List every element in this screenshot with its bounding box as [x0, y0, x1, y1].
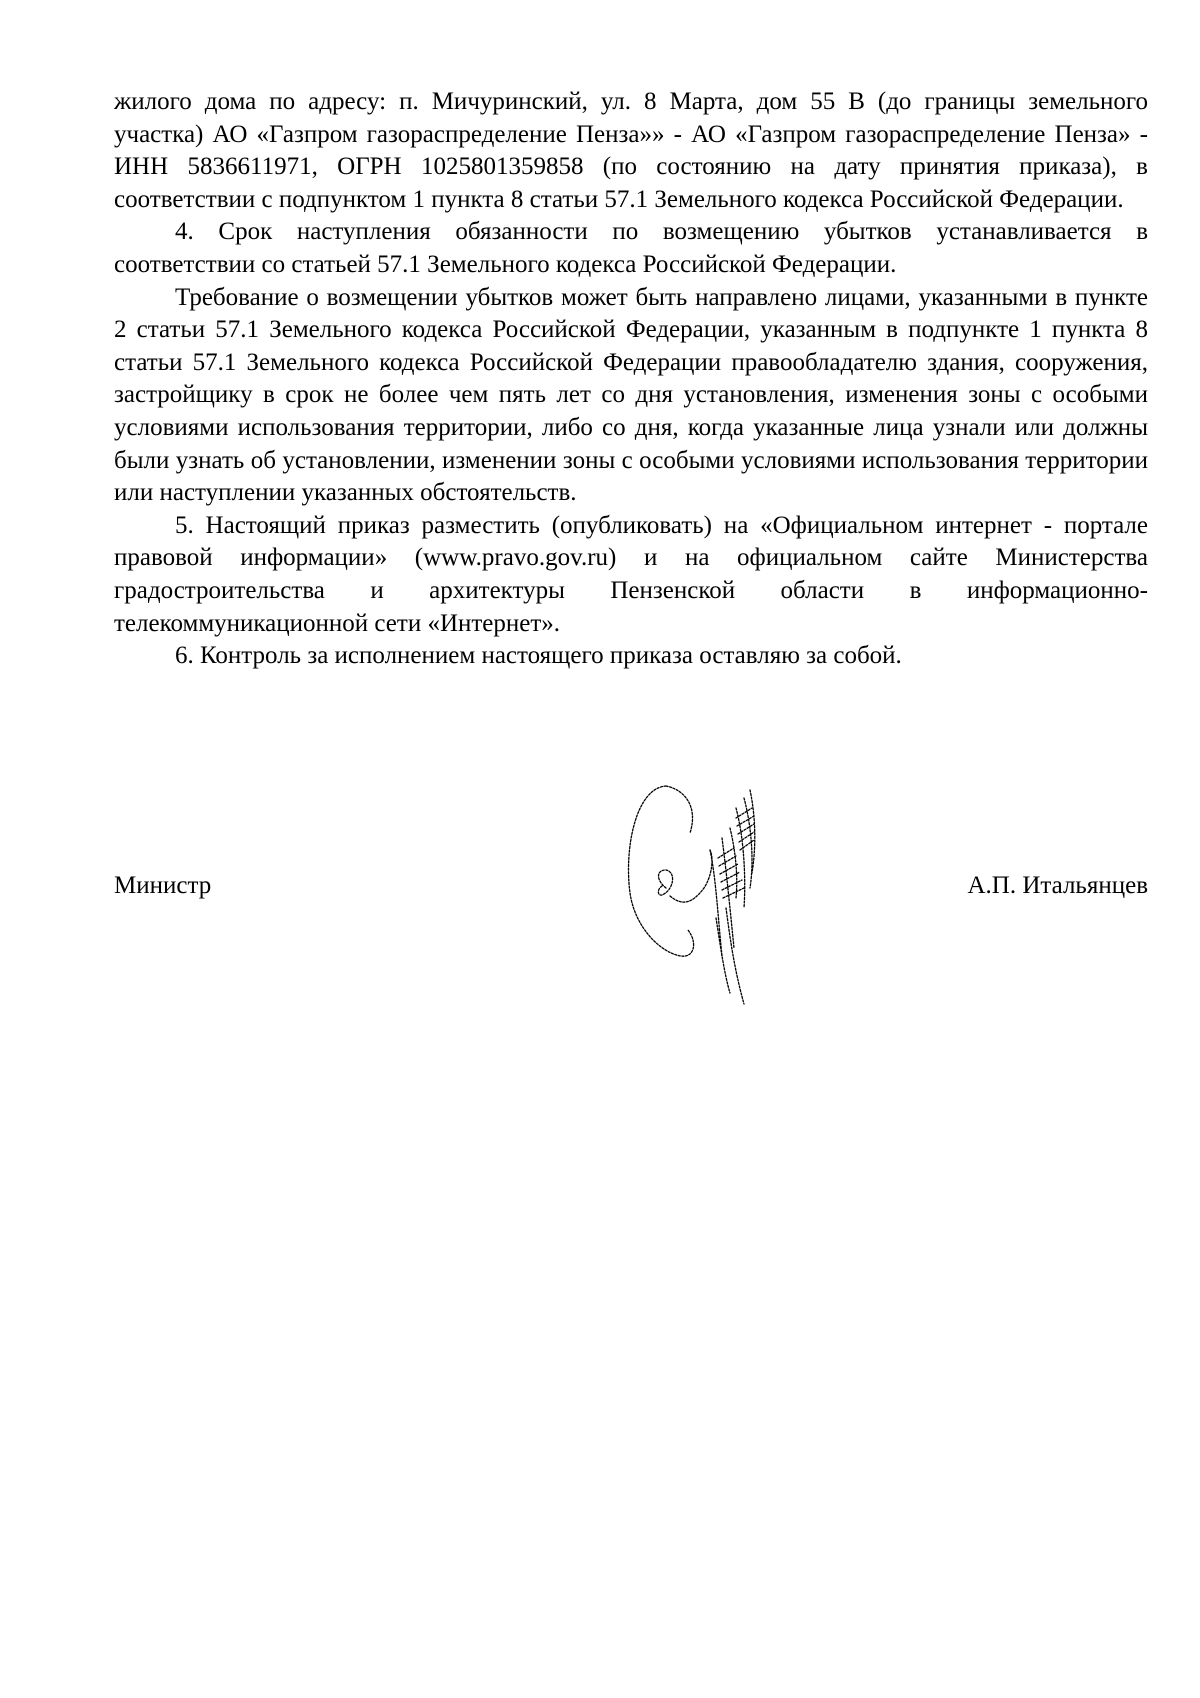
signatory-title: Министр	[114, 872, 212, 899]
paragraph-item-5: 5. Настоящий приказ разместить (опубликовать) на «Официальном интернет - портале правовой информации» (www.pravo.gov.ru) и на официальном сайте Министерства градостроительства и архитектуры Пензенской области в информационно-телекоммуникационной сети «Интернет».	[114, 511, 1148, 637]
signature-block	[114, 870, 1148, 904]
document-body	[114, 86, 1148, 673]
paragraph-claim-requirement: Требование о возмещении убытков может быть направлено лицами, указанными в пункте 2 статьи 57.1 Земельного кодекса Российской Федерации, указанным в подпункте 1 пункта 8 статьи 57.1 Земельного кодекса Российской Федерации правообладателю здания, сооружения, застройщику в срок не более чем пять лет со дня установления, изменения зоны с особыми условиями использования территории, либо со дня, когда указанные лица узнали или должны были узнать об установлении, изменении зоны с особыми условиями использования территории или наступлении указанных обстоятельств.	[114, 283, 1148, 507]
paragraph-continuation: жилого дома по адресу: п. Мичуринский, ул. 8 Марта, дом 55 В (до границы земельного участка) АО «Газпром газораспределение Пенза»» - АО «Газпром газораспределение Пенза» - ИНН 5836611971, ОГРН 1025801359858 (по состоянию на дату принятия приказа), в соответствии с подпунктом 1 пункта 8 статьи 57.1 Земельного кодекса Российской Федерации.	[114, 88, 1148, 213]
signatory-name: А.П. Итальянцев	[967, 872, 1148, 899]
paragraph-item-4: 4. Срок наступления обязанности по возмещению убытков устанавливается в соответствии со статьей 57.1 Земельного кодекса Российской Федерации.	[114, 218, 1148, 278]
paragraph-item-6: 6. Контроль за исполнением настоящего приказа оставляю за собой.	[175, 642, 902, 670]
